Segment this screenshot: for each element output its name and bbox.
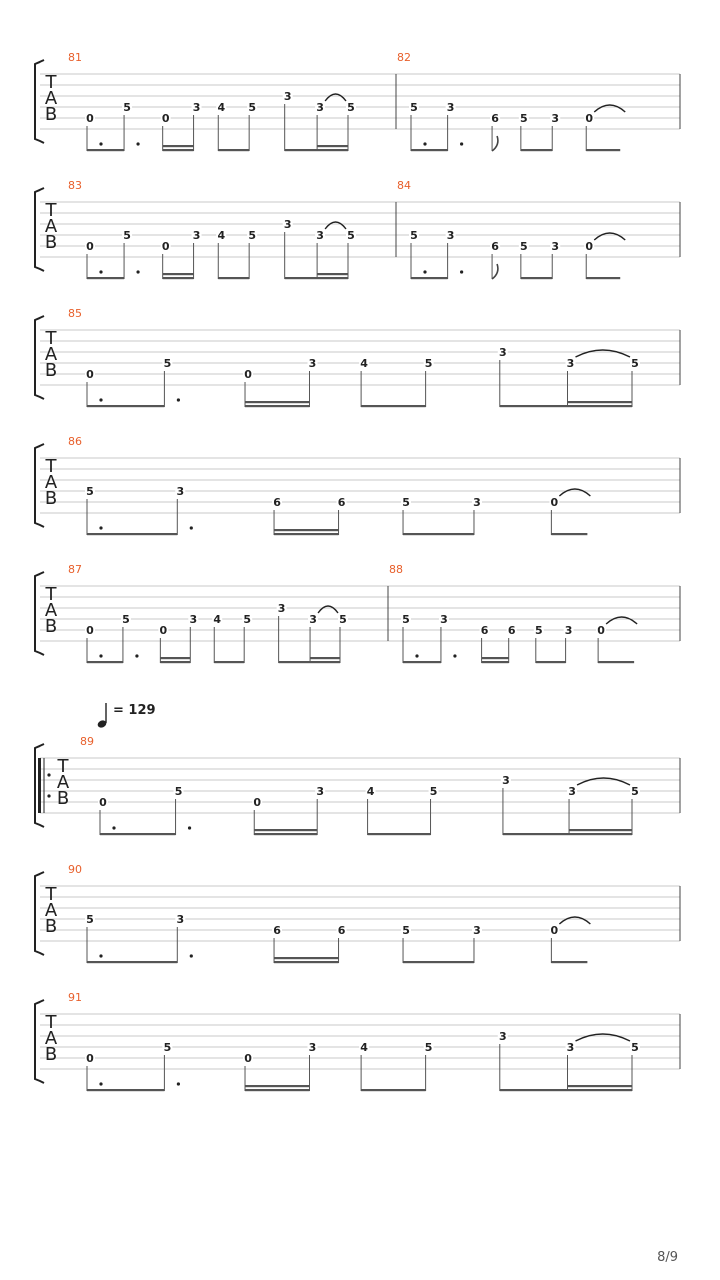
fret-number: 5 <box>86 913 94 926</box>
fret-number: 3 <box>176 913 185 926</box>
fret-number: 0 <box>86 1052 94 1065</box>
tab-clef-letter: T <box>45 584 57 605</box>
repeat-dot <box>47 794 50 797</box>
beam <box>279 661 340 663</box>
fret-number: 5 <box>402 496 410 509</box>
measure-number: 90 <box>68 863 82 876</box>
fret-number: 5 <box>347 101 355 114</box>
beam <box>245 405 309 407</box>
fret-number: 3 <box>473 924 481 937</box>
beam <box>87 149 124 151</box>
rhythm-dot <box>99 654 102 657</box>
beam <box>218 277 249 279</box>
tab-clef-letter: A <box>44 472 58 493</box>
rhythm-dot <box>99 1082 102 1085</box>
beam <box>503 833 632 835</box>
tie <box>594 105 625 112</box>
tab-clef-letter: A <box>44 600 58 621</box>
fret-number: 5 <box>174 785 183 798</box>
fret-number: 3 <box>566 1041 575 1054</box>
fret-number: 6 <box>491 240 499 253</box>
fret-number: 0 <box>597 624 605 637</box>
measure <box>68 51 356 151</box>
beam <box>254 833 317 835</box>
fret-number: 0 <box>159 624 168 637</box>
fret-number: 3 <box>473 496 481 509</box>
fret-number: 5 <box>424 1041 433 1054</box>
rhythm-dot <box>136 142 139 145</box>
fret-number: 3 <box>498 1030 507 1043</box>
fret-number: 0 <box>86 240 94 253</box>
measure <box>68 435 590 535</box>
beam <box>586 277 620 279</box>
fret-number: 4 <box>217 229 226 242</box>
measure <box>388 563 637 663</box>
beam <box>368 833 431 835</box>
fret-number: 3 <box>446 101 455 114</box>
tab-clef-letter: T <box>45 456 57 477</box>
beam <box>521 277 552 279</box>
tie <box>325 94 346 101</box>
fret-number: 6 <box>273 924 281 937</box>
measure <box>68 991 640 1091</box>
staff-system <box>35 863 680 963</box>
beam <box>317 273 348 275</box>
fret-number: 3 <box>176 485 185 498</box>
beam <box>274 957 338 959</box>
fret-number: 0 <box>550 924 559 937</box>
measure-number: 84 <box>397 179 411 192</box>
fret-number: 0 <box>86 112 94 125</box>
fret-number: 3 <box>316 785 325 798</box>
tie <box>325 222 346 229</box>
beam <box>598 661 634 663</box>
beam <box>274 529 338 531</box>
fret-number: 5 <box>86 485 94 498</box>
tab-clef-letter: T <box>45 72 57 93</box>
measure-number: 81 <box>68 51 82 64</box>
system-bracket <box>35 872 44 955</box>
fret-number: 3 <box>308 357 317 370</box>
tab-clef-letter: B <box>44 104 58 125</box>
fret-number: 5 <box>402 613 410 626</box>
fret-number: 0 <box>99 796 107 809</box>
fret-number: 3 <box>551 112 560 125</box>
fret-number: 5 <box>631 357 639 370</box>
measure-number: 89 <box>80 735 94 748</box>
fret-number: 5 <box>243 613 252 626</box>
beam <box>403 661 441 663</box>
rhythm-dot <box>460 270 463 273</box>
tab-clef-letter: A <box>44 900 58 921</box>
tie <box>577 778 630 785</box>
system-bracket <box>35 316 44 399</box>
beam <box>500 1089 632 1091</box>
fret-number: 5 <box>248 229 256 242</box>
beam <box>254 829 317 831</box>
fret-number: 3 <box>308 1041 317 1054</box>
fret-number: 3 <box>446 229 455 242</box>
tab-clef-letter: B <box>44 616 58 637</box>
fret-number: 5 <box>123 229 131 242</box>
fret-number: 3 <box>192 101 201 114</box>
beam <box>245 401 309 403</box>
measure-number: 82 <box>397 51 411 64</box>
beam <box>160 661 190 663</box>
fret-number: 3 <box>566 357 575 370</box>
beam <box>500 405 632 407</box>
beam <box>482 661 509 663</box>
fret-number: 3 <box>564 624 573 637</box>
rhythm-dot <box>177 1082 180 1085</box>
fret-number: 3 <box>283 218 292 231</box>
rhythm-dot <box>99 270 102 273</box>
beam <box>87 961 177 963</box>
rhythm-dot <box>99 398 102 401</box>
rhythm-dot <box>190 954 193 957</box>
rhythm-dot <box>177 398 180 401</box>
beam <box>411 149 448 151</box>
beam <box>403 961 474 963</box>
measure-number: 83 <box>68 179 82 192</box>
rhythm-dot <box>423 270 426 273</box>
tab-clef-letter: B <box>44 488 58 509</box>
staff-system <box>35 435 680 535</box>
rhythm-dot <box>99 954 102 957</box>
fret-number: 5 <box>534 624 543 637</box>
beam <box>245 1089 309 1091</box>
tab-clef-letter: T <box>45 884 57 905</box>
fret-number: 6 <box>507 624 516 637</box>
repeat-dot <box>47 773 50 776</box>
fret-number: 5 <box>122 613 130 626</box>
staff-system <box>35 703 680 835</box>
tab-clef-letter: T <box>45 1012 57 1033</box>
fret-number: 0 <box>161 112 170 125</box>
fret-number: 6 <box>337 496 346 509</box>
beam <box>218 149 249 151</box>
staff-system <box>35 307 680 407</box>
beam <box>285 149 348 151</box>
fret-number: 6 <box>337 924 346 937</box>
staff-system <box>35 179 680 279</box>
tie <box>559 917 590 924</box>
system-bracket <box>35 60 44 143</box>
tempo-marking <box>96 703 155 729</box>
beam <box>536 661 566 663</box>
beam <box>586 149 620 151</box>
fret-number: 4 <box>366 785 375 798</box>
beam <box>317 145 348 147</box>
beam <box>163 277 194 279</box>
beam <box>274 533 338 535</box>
fret-number: 3 <box>309 613 317 626</box>
fret-number: 3 <box>498 346 507 359</box>
fret-number: 0 <box>161 240 170 253</box>
system-bracket <box>35 572 44 655</box>
measure-number: 85 <box>68 307 82 320</box>
repeat-thick-bar <box>38 758 41 813</box>
fret-number: 5 <box>520 240 528 253</box>
note-flag <box>492 136 498 151</box>
tie <box>576 350 630 357</box>
fret-number: 5 <box>163 357 172 370</box>
beam <box>163 145 194 147</box>
measure <box>396 179 625 279</box>
fret-number: 3 <box>192 229 201 242</box>
beam <box>274 961 338 963</box>
tab-clef-letter: A <box>44 88 58 109</box>
beam <box>569 829 632 831</box>
page-number: 8/9 <box>657 1250 678 1265</box>
fret-number: 6 <box>273 496 281 509</box>
fret-number: 6 <box>491 112 499 125</box>
measure-number: 91 <box>68 991 82 1004</box>
fret-number: 5 <box>429 785 438 798</box>
fret-number: 0 <box>86 624 94 637</box>
rhythm-dot <box>423 142 426 145</box>
beam <box>551 961 587 963</box>
tab-clef-letter: A <box>44 1028 58 1049</box>
tie <box>576 1034 630 1041</box>
fret-number: 0 <box>585 112 594 125</box>
rhythm-dot <box>460 142 463 145</box>
fret-number: 3 <box>277 602 286 615</box>
fret-number: 3 <box>440 613 448 626</box>
tab-clef-letter: A <box>44 216 58 237</box>
fret-number: 4 <box>360 357 368 370</box>
rhythm-dot <box>112 826 115 829</box>
fret-number: 5 <box>424 357 433 370</box>
measure <box>80 735 640 835</box>
system-bracket <box>35 444 44 527</box>
fret-number: 0 <box>550 496 559 509</box>
fret-number: 0 <box>585 240 594 253</box>
measure-number: 87 <box>68 563 82 576</box>
tab-clef-letter: T <box>45 328 57 349</box>
tab-clef-letter: B <box>44 916 58 937</box>
tab-clef-letter: B <box>44 1044 58 1065</box>
staff-system <box>35 51 680 151</box>
tab-clef-letter: T <box>57 756 69 777</box>
fret-number: 5 <box>520 112 528 125</box>
rhythm-dot <box>415 654 418 657</box>
measure <box>68 307 640 407</box>
fret-number: 0 <box>86 368 94 381</box>
beam <box>568 1085 632 1087</box>
rhythm-dot <box>135 654 138 657</box>
tie <box>318 606 338 613</box>
staff-system <box>35 563 680 663</box>
fret-number: 3 <box>283 90 292 103</box>
beam <box>521 149 552 151</box>
fret-number: 5 <box>631 1041 639 1054</box>
beam <box>245 1085 309 1087</box>
measure <box>68 179 356 279</box>
fret-number: 3 <box>189 613 198 626</box>
fret-number: 5 <box>631 785 639 798</box>
measure-number: 88 <box>389 563 403 576</box>
rhythm-dot <box>99 142 102 145</box>
fret-number: 4 <box>360 1041 368 1054</box>
beam <box>87 533 177 535</box>
measure <box>68 563 348 663</box>
rhythm-dot <box>136 270 139 273</box>
fret-number: 4 <box>213 613 222 626</box>
tab-clef-letter: B <box>44 360 58 381</box>
beam <box>361 1089 425 1091</box>
rhythm-dot <box>188 826 191 829</box>
fret-number: 5 <box>248 101 256 114</box>
beam <box>568 401 632 403</box>
fret-number: 3 <box>568 785 576 798</box>
measure <box>396 51 625 151</box>
tempo-text: = 129 <box>113 703 156 718</box>
measure-number: 86 <box>68 435 82 448</box>
beam <box>160 657 190 659</box>
fret-number: 4 <box>217 101 226 114</box>
fret-number: 5 <box>123 101 131 114</box>
fret-number: 3 <box>316 229 324 242</box>
beam <box>411 277 448 279</box>
fret-number: 5 <box>163 1041 172 1054</box>
rhythm-dot <box>99 526 102 529</box>
system-bracket <box>35 1000 44 1083</box>
beam <box>87 1089 164 1091</box>
beam <box>87 405 164 407</box>
beam <box>310 657 340 659</box>
beam <box>163 149 194 151</box>
rhythm-dot <box>190 526 193 529</box>
fret-number: 3 <box>551 240 560 253</box>
beam <box>214 661 244 663</box>
staff-system <box>35 991 680 1091</box>
beam <box>361 405 425 407</box>
tab-clef-letter: T <box>45 200 57 221</box>
fret-number: 0 <box>253 796 262 809</box>
beam <box>403 533 474 535</box>
beam <box>100 833 176 835</box>
fret-number: 0 <box>244 1052 252 1065</box>
beam <box>285 277 348 279</box>
fret-number: 5 <box>339 613 347 626</box>
system-bracket <box>35 188 44 271</box>
beam <box>87 277 124 279</box>
beam <box>551 533 587 535</box>
beam <box>163 273 194 275</box>
rhythm-dot <box>453 654 456 657</box>
fret-number: 5 <box>402 924 410 937</box>
fret-number: 3 <box>316 101 324 114</box>
measure <box>68 863 590 963</box>
tab-clef-letter: B <box>44 232 58 253</box>
note-flag <box>492 264 498 279</box>
beam <box>87 661 123 663</box>
fret-number: 0 <box>244 368 252 381</box>
fret-number: 3 <box>502 774 510 787</box>
tie <box>606 617 637 624</box>
fret-number: 5 <box>347 229 355 242</box>
tab-clef-letter: B <box>56 788 70 809</box>
tie <box>559 489 590 496</box>
tab-clef-letter: A <box>44 344 58 365</box>
fret-number: 5 <box>410 229 418 242</box>
fret-number: 6 <box>480 624 489 637</box>
tie <box>594 233 625 240</box>
beam <box>482 657 509 659</box>
tab-clef-letter: A <box>56 772 70 793</box>
fret-number: 5 <box>410 101 418 114</box>
